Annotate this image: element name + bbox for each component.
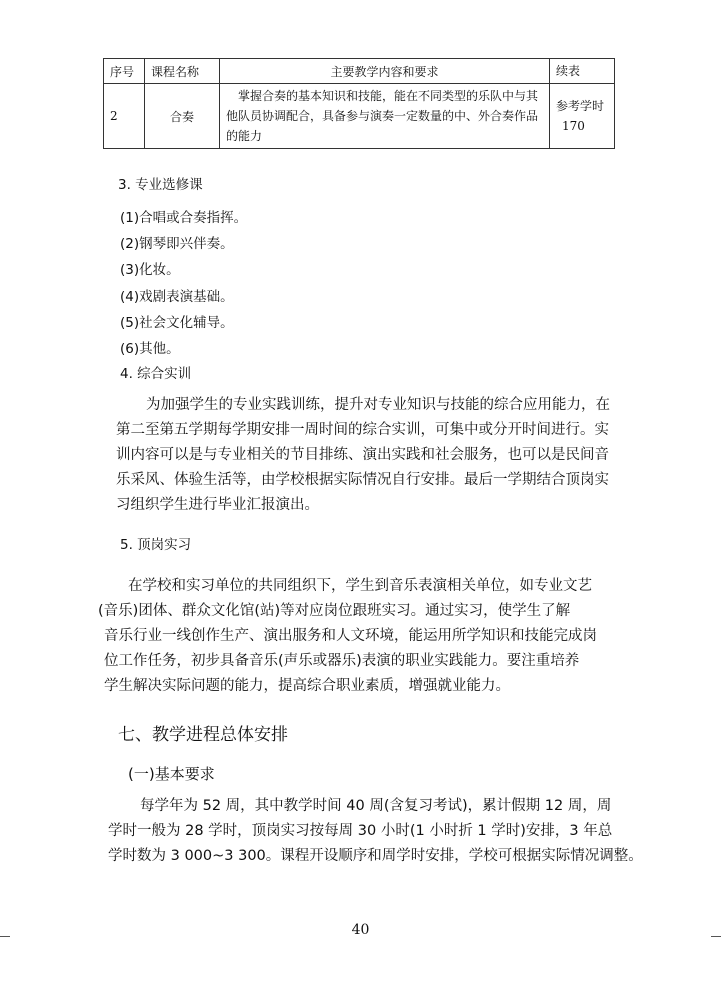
cell-course-name: 合奏 <box>145 84 220 149</box>
table-header-row <box>104 59 615 84</box>
paragraph-line: 学生解决实际问题的能力，提高综合职业素质，增强就业能力。 <box>104 678 510 694</box>
paragraph-line: (音乐)团体、群众文化馆(站)等对应岗位跟班实习。通过实习，使学生了解 <box>98 603 571 619</box>
content-line: 掌握合奏的基本知识和技能，能在不同类型的乐队中与其 <box>238 89 539 103</box>
paragraph-line: 习组织学生进行毕业汇报演出。 <box>116 497 319 513</box>
paragraph-line: 第二至第五学期每学期安排一周时间的综合实训，可集中或分开时间进行。实 <box>116 422 609 438</box>
paragraph-line: 学时一般为 28 学时，顶岗实习按每周 30 小时(1 小时折 1 学时)安排，3 年总 <box>108 823 613 839</box>
cell-hours <box>550 84 615 149</box>
paragraph-line: 乐采风、体验生活等，由学校根据实际情况自行安排。最后一学期结合顶岗实 <box>116 472 609 488</box>
header-course-name: 课程名称 <box>145 59 220 84</box>
header-content: 主要教学内容和要求 <box>220 59 550 84</box>
paragraph-line: 音乐行业一线创作生产、演出服务和人文环境，能运用所学知识和技能完成岗 <box>104 628 597 644</box>
chapter-heading: 七、教学进程总体安排 <box>118 725 288 745</box>
paragraph-line: 位工作任务，初步具备音乐(声乐或器乐)表演的职业实践能力。要注重培养 <box>104 653 580 669</box>
paragraph-line: 为加强学生的专业实践训练，提升对专业知识与技能的综合应用能力，在 <box>146 397 610 413</box>
list-item: (6)其他。 <box>120 341 180 357</box>
section-heading: 4. 综合实训 <box>120 366 192 382</box>
subsection-heading: (一)基本要求 <box>128 765 215 783</box>
paragraph-line: 在学校和实习单位的共同组织下，学生到音乐表演相关单位，如专业文艺 <box>128 578 592 594</box>
section-heading: 5. 顶岗实习 <box>120 537 192 553</box>
header-no: 序号 <box>104 59 145 84</box>
header-continued: 续表 <box>550 59 615 84</box>
list-item: (4)戏剧表演基础。 <box>120 289 234 305</box>
section-heading: 3. 专业选修课 <box>118 177 203 193</box>
list-item: (1)合唱或合奏指挥。 <box>120 210 248 226</box>
page-number: 40 <box>351 922 370 938</box>
table-row <box>104 84 615 149</box>
paragraph-line: 每学年为 52 周，其中教学时间 40 周(含复习考试)，累计假期 12 周，周 <box>140 798 612 814</box>
paragraph-line: 训内容可以是与专业相关的节目排练、演出实践和社会服务，也可以是民间音 <box>116 447 609 463</box>
content-line: 的能力 <box>226 129 263 143</box>
hours-label: 参考学时 <box>556 99 605 113</box>
cell-content <box>220 84 550 149</box>
list-item: (3)化妆。 <box>120 262 180 278</box>
cell-no: 2 <box>104 84 145 149</box>
paragraph-line: 学时数为 3 000~3 300。课程开设顺序和周学时安排，学校可根据实际情况调整。 <box>108 848 643 864</box>
list-item: (5)社会文化辅导。 <box>120 315 234 331</box>
course-table <box>103 58 615 149</box>
content-line: 他队员协调配合，具备参与演奏一定数量的中、外合奏作品 <box>226 109 539 123</box>
list-item: (2)钢琴即兴伴奏。 <box>120 236 234 252</box>
hours-value: 170 <box>562 119 585 133</box>
